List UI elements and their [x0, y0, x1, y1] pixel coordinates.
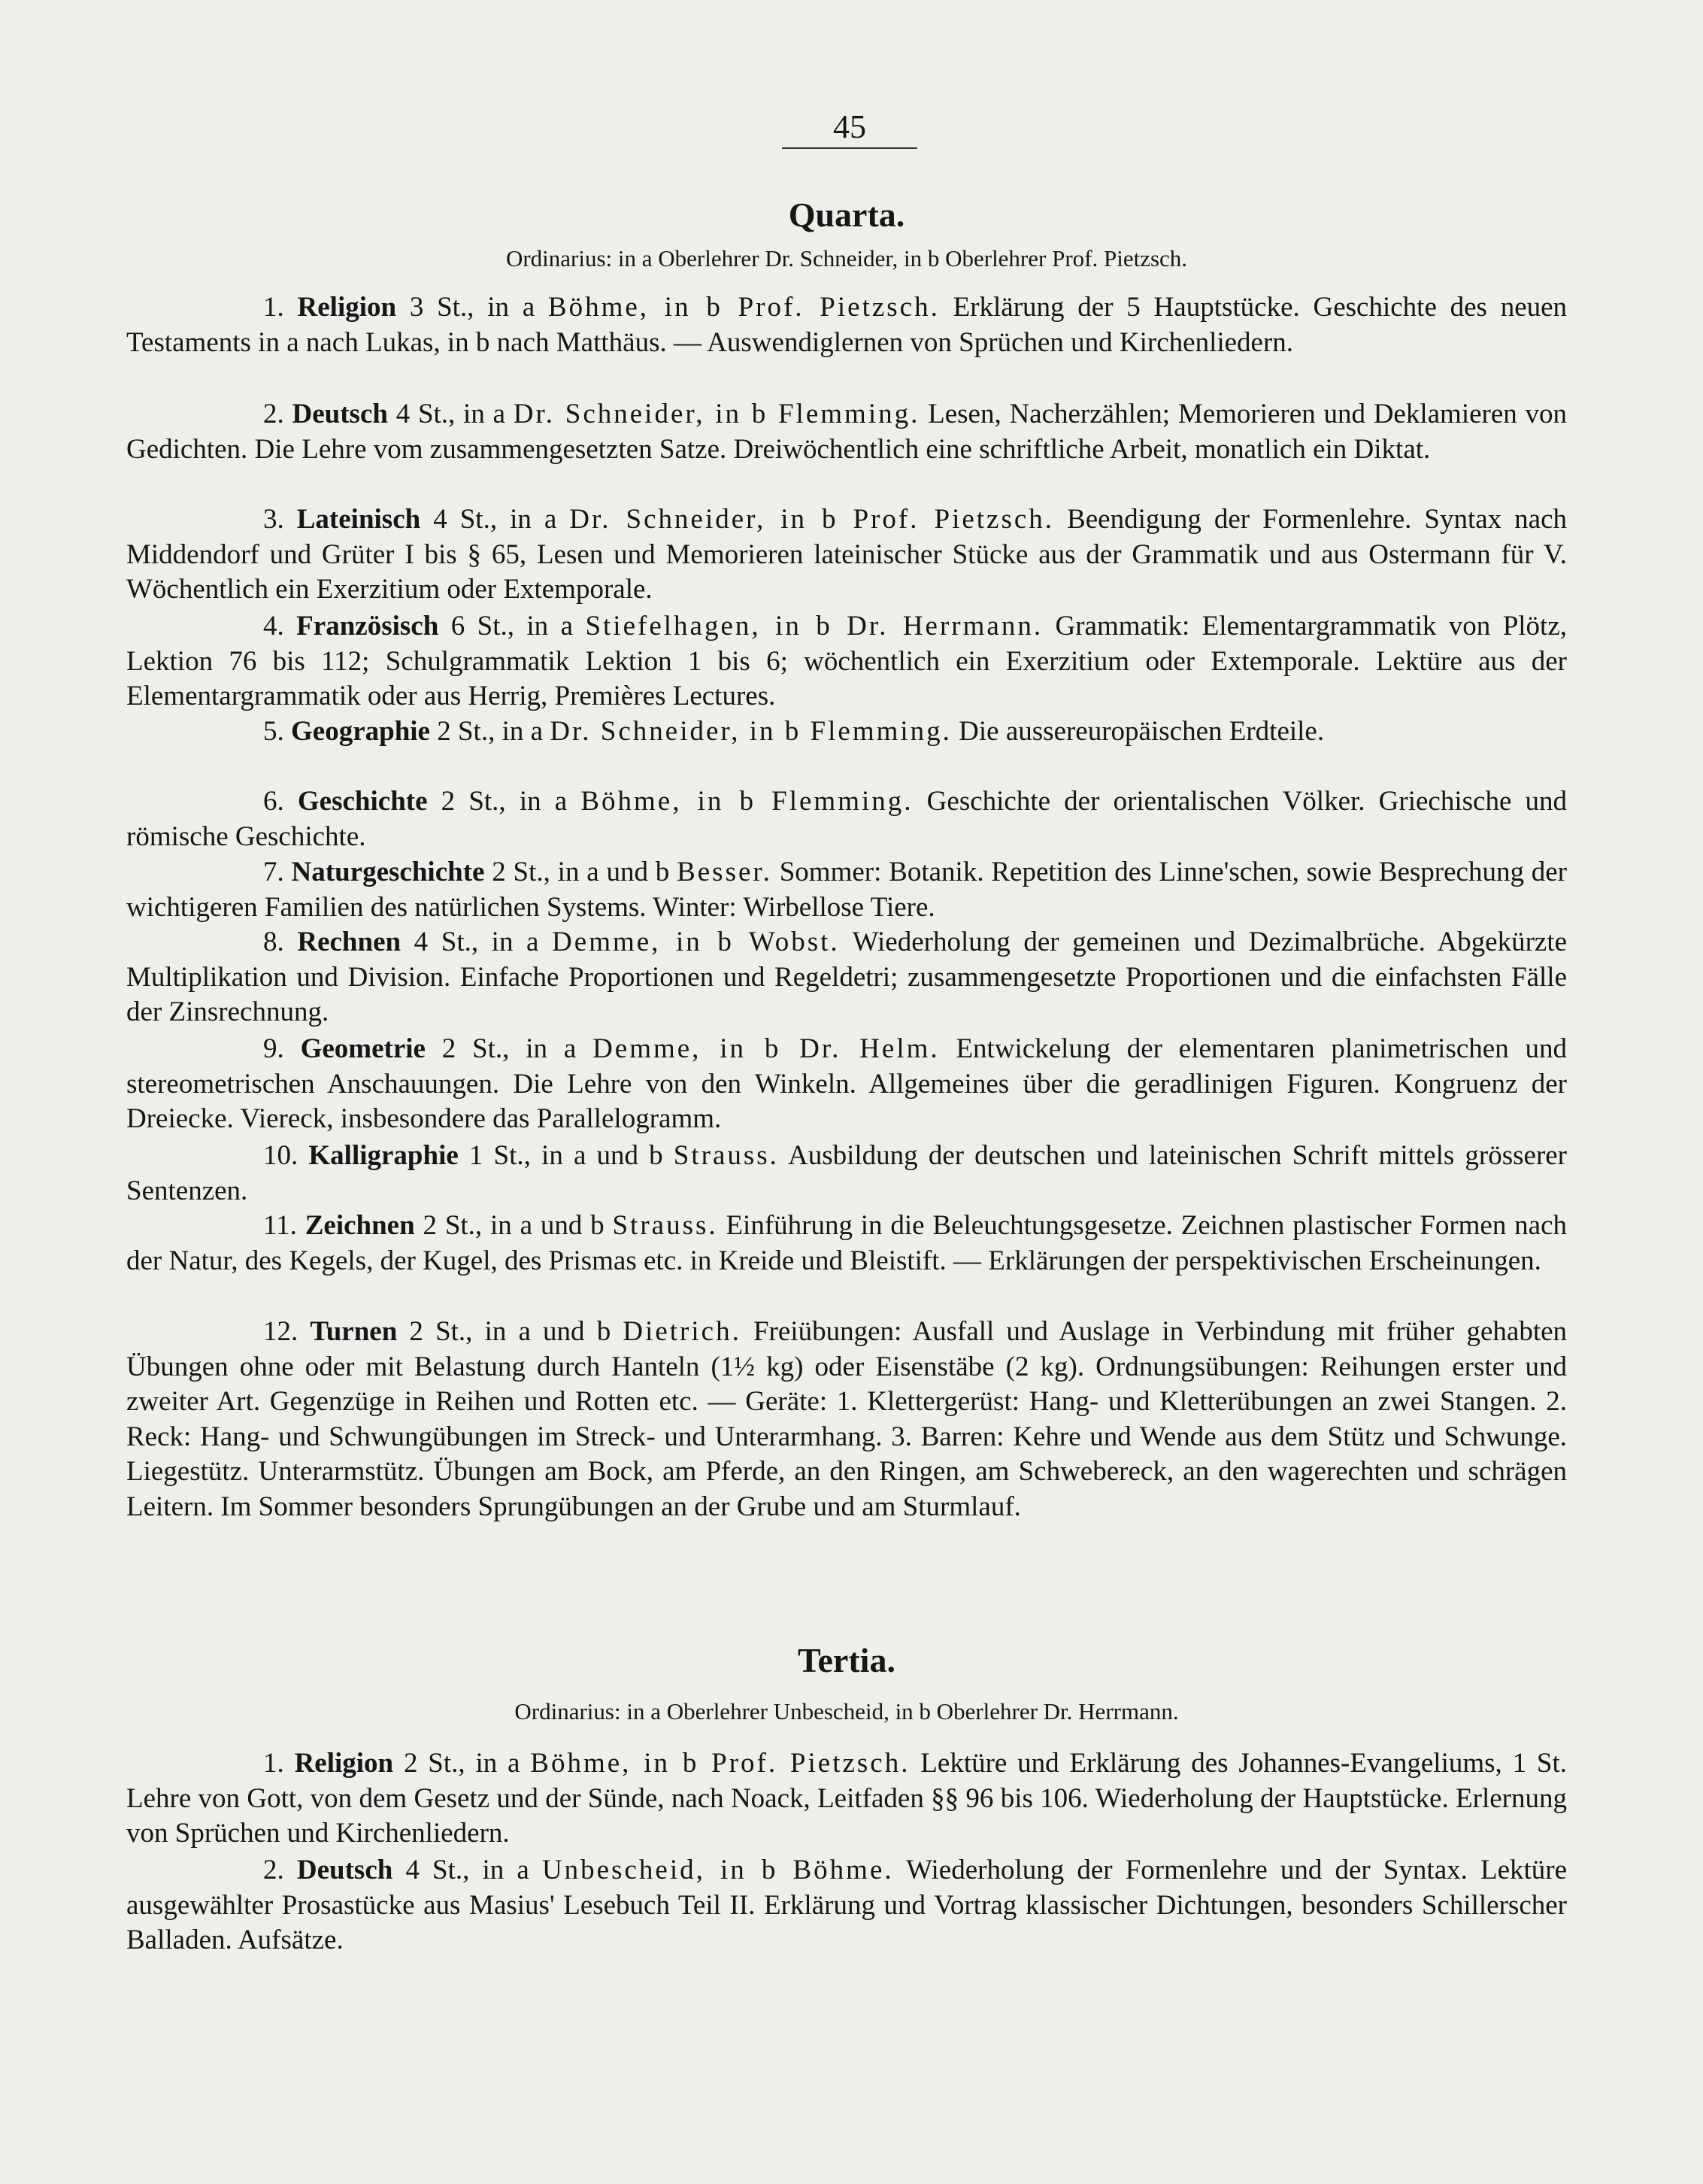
item-teachers: Dr. Schneider, in b Flemming. — [550, 716, 952, 747]
item-teachers: Dr. Schneider, in b Flemming. — [513, 399, 920, 429]
quarta-item-10 — [126, 1139, 1567, 1209]
item-hours: 2 St., in a — [429, 716, 550, 747]
quarta-item-3 — [126, 502, 1567, 608]
item-teachers: Dr. Schneider, in b Prof. Pietzsch. — [569, 504, 1055, 535]
item-text: Ausbildung der deutschen und lateinischen Schrift mittels grösserer Sentenzen. — [126, 1140, 1568, 1206]
item-number: 10. — [263, 1140, 298, 1171]
item-hours: 2 St., in a und b — [414, 1210, 613, 1241]
item-subject: Französisch — [296, 611, 439, 642]
item-hours: 1 St., in a und b — [458, 1140, 674, 1171]
item-teachers: Demme, in b Dr. Helm. — [592, 1033, 940, 1064]
item-teachers: Strauss. — [612, 1210, 718, 1241]
section-title-quarta: Quarta. — [788, 196, 905, 234]
item-hours: 2 St., in a und b — [484, 857, 677, 887]
item-hours: 3 St., in a — [396, 292, 548, 323]
item-text: Sommer: Botanik. Repetition des Linne'schen, sowie Besprechung der wichtigeren Familien des natürlichen Systems. Winter: Wirbellose Tiere. — [126, 857, 1568, 923]
item-number: 1. — [263, 1748, 284, 1779]
tertia-item-2 — [126, 1853, 1567, 1958]
quarta-item-9 — [126, 1032, 1567, 1137]
item-text: Einführung in die Beleuchtungsgesetze. Zeichnen plastischer Formen nach der Natur, des Kegels, der Kugel, des Prismas etc. in Kreide und Bleistift. — Erklärungen der perspektivischen Erscheinungen. — [126, 1210, 1568, 1276]
item-hours: 2 St., in a — [393, 1748, 531, 1779]
ordinarius-quarta: Ordinarius: in a Oberlehrer Dr. Schneider, in b Oberlehrer Prof. Pietzsch. — [505, 245, 1188, 271]
quarta-item-12 — [126, 1315, 1567, 1524]
item-subject: Rechnen — [297, 927, 402, 957]
item-subject: Lateinisch — [296, 504, 421, 535]
item-hours: 4 St., in a — [392, 1855, 542, 1885]
item-subject: Geometrie — [300, 1033, 426, 1064]
quarta-item-1 — [126, 290, 1567, 360]
item-hours: 2 St., in a und b — [397, 1316, 623, 1347]
item-number: 7. — [263, 857, 284, 887]
item-number: 2. — [263, 399, 284, 429]
page-number-rule — [782, 147, 917, 149]
item-teachers: Stiefelhagen, in b Dr. Herrmann. — [585, 611, 1044, 642]
item-hours: 2 St., in a — [425, 1033, 593, 1064]
item-hours: 4 St., in a — [387, 399, 514, 429]
item-teachers: Böhme, in b Prof. Pietzsch. — [530, 1748, 911, 1779]
item-subject: Deutsch — [296, 1855, 393, 1885]
item-hours: 4 St., in a — [401, 927, 553, 957]
item-number: 2. — [263, 1855, 284, 1885]
quarta-item-4 — [126, 609, 1567, 714]
section-title-tertia: Tertia. — [798, 1641, 895, 1679]
item-teachers: Besser. — [677, 857, 772, 887]
item-text: Grammatik: Elementargrammatik von Plötz, Lektion 76 bis 112; Schulgrammatik Lektion 1 bis 6; wöchentlich ein Exerzitium oder Extemporale. Lektüre aus der Elementargrammatik oder aus Herrig, Premières Lectures. — [126, 611, 1567, 711]
item-number: 1. — [263, 292, 284, 323]
item-teachers: Strauss. — [673, 1140, 779, 1171]
item-number: 11. — [263, 1210, 297, 1241]
ordinarius-tertia: Ordinarius: in a Oberlehrer Unbescheid, in b Oberlehrer Dr. Herrmann. — [514, 1698, 1179, 1724]
item-teachers: Unbescheid, in b Böhme. — [541, 1855, 894, 1885]
item-hours: 2 St., in a — [427, 786, 581, 817]
item-subject: Turnen — [310, 1316, 398, 1347]
item-teachers: Dietrich. — [623, 1316, 741, 1347]
item-subject: Religion — [294, 1748, 394, 1779]
item-text: Entwickelung der elementaren planimetrischen und stereometrischen Anschauungen. Die Lehre von den Winkeln. Allgemeines über die geradlinigen Figuren. Kongruenz der Dreiecke. Viereck, insbesondere das Parallelogramm. — [126, 1033, 1567, 1134]
item-number: 8. — [263, 927, 284, 957]
item-number: 5. — [263, 716, 284, 747]
item-text: Lektüre und Erklärung des Johannes-Evangeliums, 1 St. Lehre von Gott, von dem Gesetz und der Sünde, nach Noack, Leitfaden §§ 96 bis 106. Wiederholung der Hauptstücke. Erlernung von Sprüchen und Kirchenliedern. — [126, 1748, 1568, 1849]
item-text: Erklärung der 5 Hauptstücke. Geschichte des neuen Testaments in a nach Lukas, in b nach Matthäus. — Auswendiglernen von Sprüchen und Kirchenliedern. — [126, 292, 1568, 358]
item-text: Die aussereuropäischen Erdteile. — [951, 716, 1325, 747]
item-text: Lesen, Nacherzählen; Memorieren und Deklamieren von Gedichten. Die Lehre vom zusammengesetzten Satze. Dreiwöchentlich eine schriftliche Arbeit, monatlich ein Diktat. — [126, 399, 1568, 465]
item-number: 12. — [263, 1316, 298, 1347]
quarta-item-11 — [126, 1209, 1567, 1279]
item-subject: Kalligraphie — [308, 1140, 459, 1171]
quarta-item-2 — [126, 397, 1567, 467]
tertia-item-1 — [126, 1746, 1567, 1852]
item-text: Beendigung der Formenlehre. Syntax nach Middendorf und Grüter I bis § 65, Lesen und Memorieren lateinischer Stücke aus der Grammatik und aus Ostermann für V. Wöchentlich ein Exerzitium oder Extemporale. — [126, 504, 1568, 605]
item-subject: Geographie — [291, 716, 430, 747]
item-hours: 6 St., in a — [438, 611, 586, 642]
item-hours: 4 St., in a — [420, 504, 570, 535]
quarta-item-6 — [126, 784, 1567, 854]
item-subject: Deutsch — [292, 399, 388, 429]
item-text: Freiübungen: Ausfall und Auslage in Verbindung mit früher gehabten Übungen ohne oder mit Belastung durch Hanteln (1½ kg) oder Eisenstäbe (2 kg). Ordnungsübungen: Reihungen erster und zweiter Art. Gegenzüge in Reihen und Rotten etc. — Geräte: 1. Klettergerüst: Hang- und Kletterübungen an zwei Stangen. 2. Reck: Hang- und Schwungübungen im Streck- und Unterarmhang. 3. Barren: Kehre und Wende aus dem Stütz und Schwunge. Liegestütz. Unterarmstütz. Übungen am Bock, am Pferde, an den Ringen, am Schwebereck, an den wagerechten und schrägen Leitern. Im Sommer besonders Sprungübungen an der Grube und am Sturmlauf. — [126, 1316, 1568, 1522]
item-number: 9. — [263, 1033, 284, 1064]
item-number: 4. — [263, 611, 284, 642]
item-subject: Zeichnen — [305, 1210, 415, 1241]
item-teachers: Demme, in b Wobst. — [552, 927, 840, 957]
quarta-item-5 — [126, 714, 1567, 750]
item-subject: Naturgeschichte — [291, 857, 485, 887]
item-number: 6. — [263, 786, 284, 817]
item-text: Wiederholung der gemeinen und Dezimalbrüche. Abgekürzte Multiplikation und Division. Einfache Proportionen und Regeldetri; zusammengesetzte Proportionen und die einfachsten Fälle der Zinsrechnung. — [126, 927, 1568, 1027]
page-number: 45 — [833, 108, 866, 145]
quarta-item-8 — [126, 925, 1567, 1030]
item-text: Geschichte der orientalischen Völker. Griechische und römische Geschichte. — [126, 786, 1568, 852]
item-text: Wiederholung der Formenlehre und der Syntax. Lektüre ausgewählter Prosastücke aus Masius' Lesebuch Teil II. Erklärung und Vortrag klassischer Dichtungen, besonders Schillerscher Balladen. Aufsätze. — [126, 1855, 1568, 1955]
item-subject: Geschichte — [297, 786, 428, 817]
item-teachers: Böhme, in b Prof. Pietzsch. — [547, 292, 940, 323]
item-teachers: Böhme, in b Flemming. — [580, 786, 914, 817]
item-subject: Religion — [297, 292, 397, 323]
item-number: 3. — [263, 504, 284, 535]
quarta-item-7 — [126, 855, 1567, 925]
